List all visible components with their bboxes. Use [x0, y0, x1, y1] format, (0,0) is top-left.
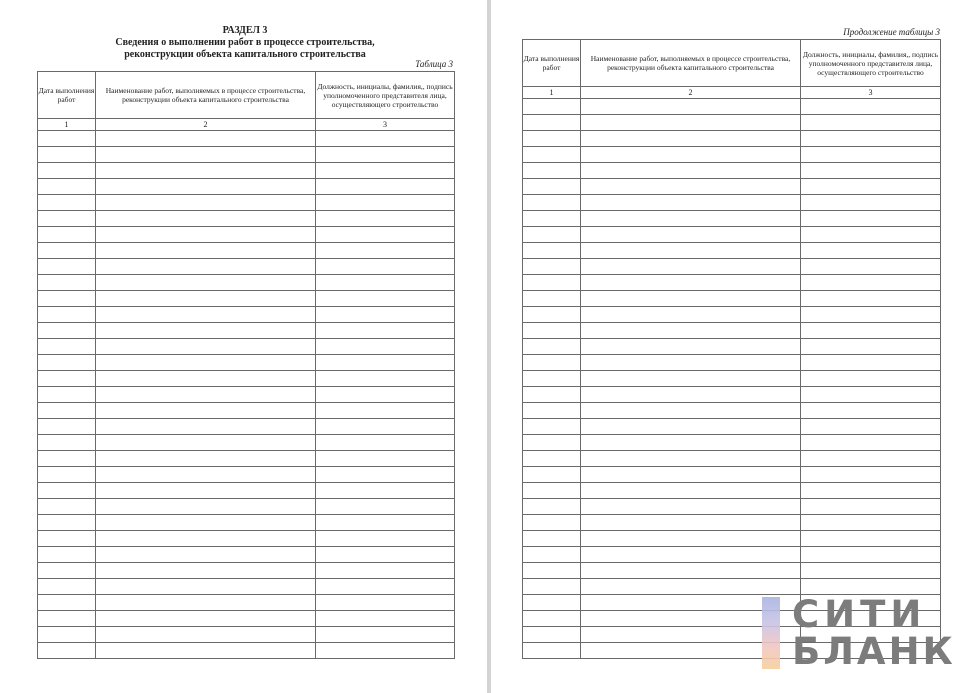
representative-cell — [316, 291, 455, 307]
work-name-cell — [581, 403, 801, 419]
table-row — [38, 547, 455, 563]
representative-cell — [316, 275, 455, 291]
date-cell — [523, 99, 581, 115]
date-cell — [38, 275, 96, 291]
date-cell — [523, 307, 581, 323]
work-name-cell — [581, 355, 801, 371]
date-cell — [523, 547, 581, 563]
date-cell — [38, 643, 96, 659]
date-cell — [38, 467, 96, 483]
work-name-cell — [581, 435, 801, 451]
work-name-cell — [581, 467, 801, 483]
table-row — [38, 579, 455, 595]
work-name-cell — [96, 451, 316, 467]
table-row — [38, 355, 455, 371]
representative-cell — [316, 131, 455, 147]
date-cell — [523, 131, 581, 147]
table-row — [523, 483, 941, 499]
work-name-cell — [96, 499, 316, 515]
work-name-cell — [581, 195, 801, 211]
date-cell — [38, 291, 96, 307]
representative-cell — [801, 387, 941, 403]
table-row — [523, 531, 941, 547]
date-cell — [38, 227, 96, 243]
table-row — [38, 323, 455, 339]
date-cell — [38, 451, 96, 467]
table-row — [38, 211, 455, 227]
table-body — [38, 131, 455, 659]
table-row — [523, 131, 941, 147]
column-header-work-name: Наименование работ, выполняемых в процессе строительства, реконструкции объекта капитального строительства — [581, 40, 801, 87]
table-row — [38, 131, 455, 147]
table-row — [523, 419, 941, 435]
work-name-cell — [96, 611, 316, 627]
representative-cell — [316, 467, 455, 483]
work-name-cell — [581, 339, 801, 355]
work-name-cell — [581, 483, 801, 499]
column-number: 3 — [801, 87, 941, 99]
representative-cell — [801, 451, 941, 467]
date-cell — [523, 115, 581, 131]
date-cell — [523, 179, 581, 195]
work-name-cell — [581, 275, 801, 291]
column-header-representative: Должность, инициалы, фамилия,, подпись уполномоченного представителя лица, осуществляющего строительство — [316, 72, 455, 119]
work-name-cell — [581, 419, 801, 435]
date-cell — [523, 403, 581, 419]
representative-cell — [801, 99, 941, 115]
representative-cell — [316, 339, 455, 355]
date-cell — [38, 579, 96, 595]
date-cell — [38, 531, 96, 547]
table-row — [38, 227, 455, 243]
work-name-cell — [96, 243, 316, 259]
date-cell — [38, 387, 96, 403]
representative-cell — [316, 499, 455, 515]
table-row — [38, 307, 455, 323]
table-row — [38, 403, 455, 419]
work-name-cell — [96, 643, 316, 659]
column-header-work-name: Наименование работ, выполняемых в процессе строительства, реконструкции объекта капитального строительства — [96, 72, 316, 119]
date-cell — [523, 579, 581, 595]
representative-cell — [801, 131, 941, 147]
table-row — [38, 387, 455, 403]
date-cell — [38, 195, 96, 211]
table-continuation-label: Продолжение таблицы 3 — [843, 27, 940, 37]
work-name-cell — [581, 307, 801, 323]
column-number: 3 — [316, 119, 455, 131]
work-name-cell — [581, 227, 801, 243]
date-cell — [523, 531, 581, 547]
representative-cell — [316, 547, 455, 563]
representative-cell — [801, 371, 941, 387]
table-row — [38, 243, 455, 259]
date-cell — [523, 387, 581, 403]
table-row — [38, 179, 455, 195]
work-name-cell — [96, 371, 316, 387]
date-cell — [523, 259, 581, 275]
representative-cell — [801, 499, 941, 515]
representative-cell — [316, 387, 455, 403]
date-cell — [523, 643, 581, 659]
date-cell — [38, 595, 96, 611]
table-row — [38, 195, 455, 211]
date-cell — [523, 563, 581, 579]
date-cell — [38, 547, 96, 563]
work-name-cell — [96, 339, 316, 355]
table-row — [38, 275, 455, 291]
representative-cell — [316, 643, 455, 659]
table-row — [523, 259, 941, 275]
date-cell — [38, 419, 96, 435]
section-subtitle-line1: Сведения о выполнении работ в процессе строительства, — [115, 37, 375, 48]
work-name-cell — [581, 115, 801, 131]
column-number: 1 — [38, 119, 96, 131]
table-row — [38, 499, 455, 515]
representative-cell — [801, 563, 941, 579]
table-row — [523, 275, 941, 291]
table-row — [523, 547, 941, 563]
date-cell — [38, 163, 96, 179]
column-number: 2 — [581, 87, 801, 99]
table-row — [38, 531, 455, 547]
representative-cell — [316, 211, 455, 227]
date-cell — [38, 627, 96, 643]
table-row — [523, 499, 941, 515]
work-name-cell — [581, 323, 801, 339]
table-row — [38, 259, 455, 275]
date-cell — [38, 131, 96, 147]
table-row — [523, 403, 941, 419]
work-name-cell — [96, 307, 316, 323]
date-cell — [38, 435, 96, 451]
date-cell — [38, 355, 96, 371]
table-row — [523, 211, 941, 227]
work-name-cell — [96, 595, 316, 611]
table-row — [523, 227, 941, 243]
date-cell — [523, 355, 581, 371]
table-row — [38, 451, 455, 467]
date-cell — [38, 259, 96, 275]
table-label: Таблица 3 — [415, 59, 453, 69]
date-cell — [523, 275, 581, 291]
work-name-cell — [96, 195, 316, 211]
date-cell — [38, 179, 96, 195]
work-name-cell — [581, 371, 801, 387]
table-row — [38, 339, 455, 355]
representative-cell — [801, 355, 941, 371]
work-name-cell — [96, 147, 316, 163]
table-row — [523, 515, 941, 531]
table-row — [523, 387, 941, 403]
work-name-cell — [96, 627, 316, 643]
logo-text-line2: БЛАНК — [792, 630, 956, 673]
date-cell — [523, 467, 581, 483]
representative-cell — [316, 179, 455, 195]
right-page — [491, 0, 978, 693]
logo-gradient-bar — [762, 597, 780, 669]
representative-cell — [801, 291, 941, 307]
work-name-cell — [96, 323, 316, 339]
representative-cell — [316, 419, 455, 435]
work-name-cell — [581, 163, 801, 179]
representative-cell — [801, 179, 941, 195]
work-name-cell — [96, 355, 316, 371]
representative-cell — [316, 147, 455, 163]
watermark-logo — [762, 593, 962, 673]
work-name-cell — [96, 515, 316, 531]
work-name-cell — [96, 163, 316, 179]
work-name-cell — [581, 147, 801, 163]
representative-cell — [801, 115, 941, 131]
representative-cell — [801, 467, 941, 483]
table-row — [38, 515, 455, 531]
date-cell — [523, 291, 581, 307]
column-number: 1 — [523, 87, 581, 99]
work-name-cell — [96, 435, 316, 451]
section-title: РАЗДЕЛ 3 — [222, 25, 268, 36]
table-row — [523, 355, 941, 371]
table-row — [38, 643, 455, 659]
representative-cell — [316, 323, 455, 339]
date-cell — [38, 323, 96, 339]
date-cell — [38, 371, 96, 387]
representative-cell — [316, 627, 455, 643]
representative-cell — [316, 483, 455, 499]
representative-cell — [316, 435, 455, 451]
work-name-cell — [96, 275, 316, 291]
table-row — [523, 339, 941, 355]
representative-cell — [801, 243, 941, 259]
work-name-cell — [96, 291, 316, 307]
table-row — [38, 627, 455, 643]
work-name-cell — [96, 403, 316, 419]
work-name-cell — [96, 563, 316, 579]
table-row — [38, 147, 455, 163]
date-cell — [523, 627, 581, 643]
date-cell — [38, 611, 96, 627]
works-table — [37, 71, 455, 659]
representative-cell — [316, 403, 455, 419]
representative-cell — [316, 227, 455, 243]
work-name-cell — [581, 451, 801, 467]
representative-cell — [316, 579, 455, 595]
representative-cell — [316, 563, 455, 579]
work-name-cell — [581, 387, 801, 403]
table-row — [523, 467, 941, 483]
representative-cell — [801, 307, 941, 323]
work-name-cell — [581, 99, 801, 115]
table-header-row — [523, 40, 941, 87]
date-cell — [523, 371, 581, 387]
work-name-cell — [96, 579, 316, 595]
date-cell — [523, 483, 581, 499]
date-cell — [523, 611, 581, 627]
representative-cell — [316, 259, 455, 275]
column-number-row — [38, 119, 455, 131]
representative-cell — [801, 323, 941, 339]
representative-cell — [801, 515, 941, 531]
date-cell — [523, 147, 581, 163]
representative-cell — [801, 483, 941, 499]
work-name-cell — [581, 259, 801, 275]
table-row — [523, 195, 941, 211]
table-row — [38, 435, 455, 451]
works-table-continuation — [522, 39, 941, 659]
date-cell — [523, 323, 581, 339]
work-name-cell — [581, 579, 801, 595]
work-name-cell — [96, 547, 316, 563]
representative-cell — [316, 611, 455, 627]
table-header-row — [38, 72, 455, 119]
date-cell — [523, 339, 581, 355]
table-row — [523, 451, 941, 467]
work-name-cell — [96, 227, 316, 243]
representative-cell — [316, 243, 455, 259]
representative-cell — [316, 355, 455, 371]
work-name-cell — [96, 259, 316, 275]
representative-cell — [801, 403, 941, 419]
work-name-cell — [96, 387, 316, 403]
representative-cell — [801, 435, 941, 451]
representative-cell — [316, 195, 455, 211]
table-row — [38, 371, 455, 387]
date-cell — [38, 403, 96, 419]
table-row — [523, 163, 941, 179]
table-row — [523, 435, 941, 451]
work-name-cell — [96, 531, 316, 547]
work-name-cell — [581, 515, 801, 531]
date-cell — [523, 227, 581, 243]
table-row — [523, 307, 941, 323]
date-cell — [38, 211, 96, 227]
table-row — [38, 291, 455, 307]
work-name-cell — [96, 211, 316, 227]
date-cell — [38, 339, 96, 355]
work-name-cell — [96, 483, 316, 499]
work-name-cell — [96, 131, 316, 147]
representative-cell — [801, 227, 941, 243]
work-name-cell — [96, 467, 316, 483]
column-number-row — [523, 87, 941, 99]
date-cell — [38, 563, 96, 579]
date-cell — [38, 515, 96, 531]
table-row — [523, 371, 941, 387]
representative-cell — [316, 515, 455, 531]
date-cell — [523, 419, 581, 435]
section-heading — [37, 25, 453, 61]
date-cell — [523, 195, 581, 211]
table-row — [38, 483, 455, 499]
date-cell — [38, 499, 96, 515]
table-row — [38, 419, 455, 435]
table-row — [523, 323, 941, 339]
table-row — [38, 563, 455, 579]
column-number: 2 — [96, 119, 316, 131]
table-row — [523, 147, 941, 163]
representative-cell — [801, 195, 941, 211]
table-row — [523, 243, 941, 259]
table-row — [523, 99, 941, 115]
work-name-cell — [581, 211, 801, 227]
left-page — [0, 0, 487, 693]
representative-cell — [801, 211, 941, 227]
representative-cell — [316, 595, 455, 611]
work-name-cell — [96, 179, 316, 195]
representative-cell — [801, 531, 941, 547]
representative-cell — [316, 307, 455, 323]
work-name-cell — [581, 547, 801, 563]
work-name-cell — [581, 131, 801, 147]
date-cell — [523, 211, 581, 227]
date-cell — [38, 483, 96, 499]
representative-cell — [316, 163, 455, 179]
work-name-cell — [581, 291, 801, 307]
logo-text-line1: СИТИ — [792, 593, 927, 636]
table-row — [38, 467, 455, 483]
column-header-representative: Должность, инициалы, фамилия,, подпись уполномоченного представителя лица, осуществляющего строительство — [801, 40, 941, 87]
table-row — [523, 115, 941, 131]
date-cell — [38, 147, 96, 163]
date-cell — [523, 595, 581, 611]
representative-cell — [801, 419, 941, 435]
representative-cell — [316, 451, 455, 467]
table-row — [38, 163, 455, 179]
table-row — [523, 563, 941, 579]
date-cell — [38, 307, 96, 323]
representative-cell — [801, 163, 941, 179]
representative-cell — [801, 547, 941, 563]
representative-cell — [801, 339, 941, 355]
work-name-cell — [581, 563, 801, 579]
table-body — [523, 99, 941, 659]
date-cell — [523, 515, 581, 531]
date-cell — [38, 243, 96, 259]
representative-cell — [801, 147, 941, 163]
representative-cell — [801, 275, 941, 291]
date-cell — [523, 499, 581, 515]
work-name-cell — [581, 499, 801, 515]
section-subtitle-line2: реконструкции объекта капитального строительства — [124, 49, 366, 60]
table-row — [523, 291, 941, 307]
column-header-date: Дата выполнения работ — [38, 72, 96, 119]
work-name-cell — [581, 531, 801, 547]
representative-cell — [316, 531, 455, 547]
table-row — [38, 595, 455, 611]
table-row — [38, 611, 455, 627]
work-name-cell — [581, 243, 801, 259]
representative-cell — [316, 371, 455, 387]
date-cell — [523, 243, 581, 259]
work-name-cell — [96, 419, 316, 435]
date-cell — [523, 435, 581, 451]
date-cell — [523, 451, 581, 467]
table-row — [523, 179, 941, 195]
representative-cell — [801, 259, 941, 275]
column-header-date: Дата выполнения работ — [523, 40, 581, 87]
work-name-cell — [581, 179, 801, 195]
date-cell — [523, 163, 581, 179]
